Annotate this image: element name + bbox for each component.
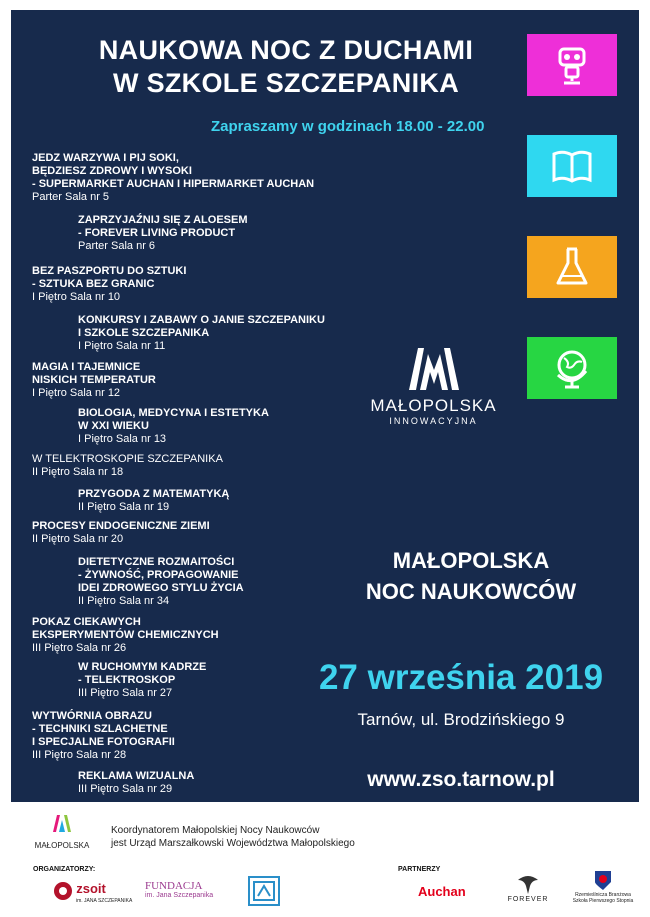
event-room: I Piętro Sala nr 12 — [32, 387, 121, 399]
coordinator-line-1: Koordynatorem Małopolskiej Nocy Naukowców — [111, 825, 320, 836]
event-name: PROCESY ENDOGENICZNE ZIEMI — [32, 520, 210, 532]
malopolska-innowacyjna-logo — [356, 340, 511, 426]
event-location: Tarnów, ul. Brodzińskiego 9 — [357, 710, 565, 729]
opening-hours: Zapraszamy w godzinach 18.00 - 22.00 — [211, 118, 485, 135]
organizer-zsoit — [52, 880, 132, 904]
footer-logo-text: MAŁOPOLSKA — [34, 841, 90, 850]
event-name: DIETETYCZNE ROZMAITOŚCI - ŻYWNOŚĆ, PROPAGOWANIE IDEI ZDROWEGO STYLU ŻYCIA — [78, 556, 244, 594]
school-emblem-icon — [594, 870, 612, 890]
event-name: W RUCHOMYM KADRZE - TELEKTROSKOP — [78, 661, 207, 686]
event-item — [32, 152, 314, 204]
zsoit-name: zsoit — [76, 881, 106, 897]
event-item — [32, 710, 175, 762]
organizer-shield — [248, 876, 280, 906]
book-icon — [550, 144, 594, 188]
title-line-2: W SZKOLE SZCZEPANIKA — [113, 68, 459, 98]
malopolska-color-logo-icon — [51, 812, 73, 834]
event-name: POKAZ CIEKAWYCH EKSPERYMENTÓW CHEMICZNYCH — [32, 616, 219, 641]
event-item — [78, 407, 269, 446]
tile-globe — [527, 337, 617, 399]
event-name: JEDZ WARZYWA I PIJ SOKI, BĘDZIESZ ZDROWY I WYSOKI - SUPERMARKET AUCHAN I HIPERMARKET AUCHAN — [32, 152, 315, 190]
forever-eagle-icon — [516, 872, 540, 894]
event-room: III Piętro Sala nr 27 — [78, 687, 173, 699]
event-item — [78, 770, 194, 796]
event-item — [32, 616, 219, 655]
event-item — [78, 556, 244, 608]
coordinator-text — [111, 824, 355, 850]
footer-malopolska-logo — [30, 812, 94, 850]
organizer-fundacja — [145, 880, 213, 899]
website-link[interactable]: www.zso.tarnow.pl — [367, 768, 555, 791]
partners-label: PARTNERZY — [398, 866, 441, 873]
tile-flask — [527, 236, 617, 298]
organizers-label: ORGANIZATORZY: — [33, 866, 96, 873]
robot-icon — [550, 43, 594, 87]
event-item — [32, 453, 223, 479]
event-room: I Piętro Sala nr 11 — [78, 340, 166, 352]
event-room: I Piętro Sala nr 10 — [32, 291, 121, 303]
event-item — [78, 488, 229, 514]
title-line-1: NAUKOWA NOC Z DUCHAMI — [98, 35, 474, 65]
flask-icon — [550, 245, 594, 289]
event-room: I Piętro Sala nr 13 — [78, 433, 167, 445]
night-line-1: MAŁOPOLSKA — [392, 548, 550, 573]
event-name: BEZ PASZPORTU DO SZTUKI - SZTUKA BEZ GRANIC — [32, 265, 187, 290]
partner-auchan: Auchan — [418, 884, 466, 899]
event-item — [78, 214, 248, 253]
fundacja-sub: im. Jana Szczepanika — [145, 892, 214, 899]
event-name: WYTWÓRNIA OBRAZU - TECHNIKI SZLACHETNE I SPECJALNE FOTOGRAFII — [32, 710, 175, 748]
event-name: ZAPRZYJAŹNIJ SIĘ Z ALOESEM - FOREVER LIVING PRODUCT — [78, 214, 248, 239]
partner-school — [563, 870, 643, 904]
event-series-title — [311, 545, 631, 607]
school-name: Rzemieślnicza Branżowa Szkoła Pierwszego Stopnia — [572, 892, 634, 904]
event-item — [78, 661, 206, 700]
event-room: III Piętro Sala nr 28 — [32, 749, 127, 761]
event-room: Parter Sala nr 5 — [32, 191, 110, 203]
event-room: II Piętro Sala nr 34 — [78, 595, 170, 607]
event-name: REKLAMA WIZUALNA — [78, 770, 195, 782]
event-room: III Piętro Sala nr 26 — [32, 642, 127, 654]
fundacja-name: FUNDACJA — [145, 880, 203, 892]
tile-robot — [527, 34, 617, 96]
globe-icon — [550, 346, 594, 390]
event-item — [32, 520, 210, 546]
event-name: KONKURSY I ZABAWY O JANIE SZCZEPANIKU I SZKOLE SZCZEPANIKA — [78, 314, 325, 339]
event-name: PRZYGODA Z MATEMATYKĄ — [78, 488, 230, 500]
event-name: BIOLOGIA, MEDYCYNA I ESTETYKA W XXI WIEKU — [78, 407, 269, 432]
event-room: III Piętro Sala nr 29 — [78, 783, 173, 795]
event-item — [32, 265, 186, 304]
coordinator-line-2: jest Urząd Marszałkowski Województwa Małopolskiego — [111, 838, 355, 849]
logo-brand-text: MAŁOPOLSKA — [370, 396, 497, 415]
event-room: II Piętro Sala nr 19 — [78, 501, 170, 513]
logo-sub-text: INNOWACYJNA — [389, 416, 478, 426]
poster-background — [11, 10, 639, 802]
event-room: W TELEKTROSKOPIE SZCZEPANIKA II Piętro Sala nr 18 — [32, 453, 223, 478]
poster-title — [51, 34, 521, 100]
event-room: Parter Sala nr 6 — [78, 240, 156, 252]
forever-name: FOREVER — [507, 896, 549, 903]
event-name: MAGIA I TAJEMNICE NISKICH TEMPERATUR — [32, 361, 156, 386]
malopolska-m-logo-icon — [404, 340, 464, 392]
partner-forever — [503, 872, 553, 903]
event-item — [78, 314, 325, 353]
tile-book — [527, 135, 617, 197]
event-date: 27 września 2019 — [318, 658, 604, 697]
zsoit-sub: im. JANA SZCZEPANIKA — [76, 898, 133, 904]
event-item — [32, 361, 156, 400]
school-crest-icon — [250, 878, 278, 904]
zsoit-logo-icon — [52, 880, 74, 902]
event-room: II Piętro Sala nr 20 — [32, 533, 124, 545]
night-line-2: NOC NAUKOWCÓW — [365, 579, 577, 604]
